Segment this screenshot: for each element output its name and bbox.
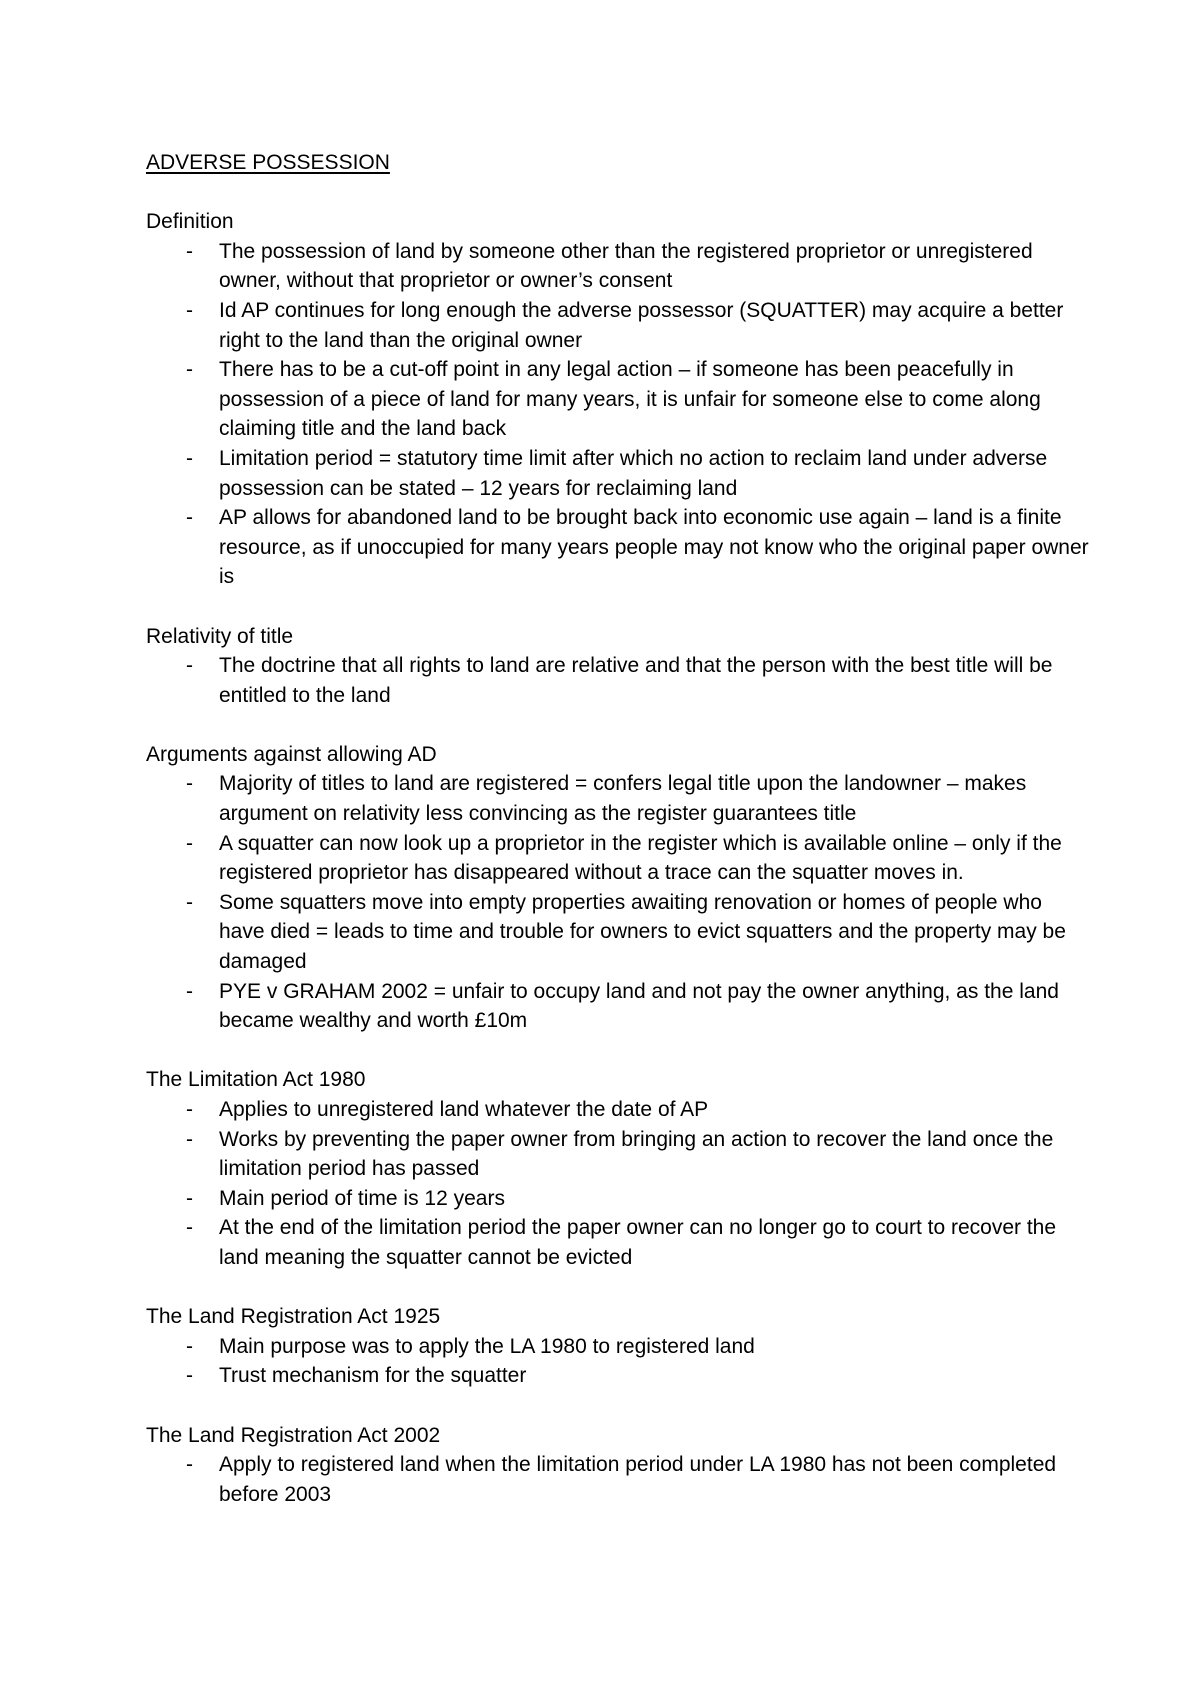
bullet-dash: - [186, 1127, 193, 1151]
list-item [146, 237, 1089, 296]
list-item-text: Applies to unregistered land whatever the date of AP [219, 1098, 709, 1121]
bullet-dash: - [186, 446, 193, 470]
document-title: ADVERSE POSSESSION [146, 151, 390, 174]
list-item [146, 355, 1089, 444]
list-item-text: There has to be a cut-off point in any legal action – if someone has been peacefully in possession of a piece of land for many years, it is unfair for someone else to come along claiming title and the land back [219, 358, 1041, 441]
bullet-list [146, 1332, 1086, 1391]
list-item [146, 829, 1089, 888]
section-relativity-of-title [146, 622, 1086, 711]
section-arguments-against [146, 740, 1086, 1036]
list-item [146, 296, 1089, 355]
list-item [146, 1332, 1089, 1362]
section-heading: The Land Registration Act 2002 [146, 1423, 441, 1447]
section-heading: Relativity of title [146, 624, 294, 648]
bullet-dash: - [186, 1453, 193, 1477]
bullet-dash: - [186, 979, 193, 1003]
section-heading: Definition [146, 210, 234, 234]
bullet-dash: - [186, 298, 193, 322]
bullet-dash: - [186, 239, 193, 263]
section-heading: The Land Registration Act 1925 [146, 1305, 441, 1329]
section-land-registration-act-2002 [146, 1421, 1086, 1510]
list-item-text: Majority of titles to land are registered = confers legal title upon the landowner – makes argument on relativity less convincing as the register guarantees title [219, 772, 1027, 826]
bullet-dash: - [186, 1364, 193, 1388]
list-item-text: Limitation period = statutory time limit after which no action to reclaim land under adverse possession can be stated – 12 years for reclaiming land [219, 446, 1048, 500]
section-land-registration-act-1925 [146, 1302, 1086, 1391]
list-item [146, 1095, 1089, 1125]
bullet-list [146, 651, 1086, 710]
section-heading: The Limitation Act 1980 [146, 1068, 366, 1092]
list-item [146, 769, 1089, 828]
list-item [146, 1184, 1089, 1214]
list-item [146, 1213, 1089, 1272]
list-item-text: Main purpose was to apply the LA 1980 to registered land [219, 1334, 755, 1358]
document-body [146, 148, 1089, 1539]
list-item [146, 1361, 1089, 1391]
list-item-text: The doctrine that all rights to land are relative and that the person with the best title will be entitled to the land [219, 654, 1053, 707]
list-item-text: A squatter can now look up a proprietor in the register which is available online – only if the registered proprietor has disappeared without a trace can the squatter moves in. [219, 831, 1062, 885]
list-item [146, 888, 1089, 977]
bullet-dash: - [186, 831, 193, 855]
section-definition [146, 207, 1089, 592]
bullet-list [146, 1095, 1086, 1273]
bullet-dash: - [186, 1098, 193, 1121]
list-item-text: Apply to registered land when the limitation period under LA 1980 has not been completed before 2003 [219, 1453, 1057, 1506]
bullet-dash: - [186, 1216, 193, 1240]
bullet-list [146, 237, 1089, 592]
list-item-text: Id AP continues for long enough the adverse possessor (SQUATTER) may acquire a better right to the land than the original owner [219, 298, 1064, 352]
bullet-dash: - [186, 1334, 193, 1358]
list-item [146, 503, 1089, 592]
bullet-dash: - [186, 772, 193, 796]
list-item-text: The possession of land by someone other than the registered proprietor or unregistered owner, without that proprietor or owner’s consent [219, 239, 1033, 293]
list-item [146, 977, 1089, 1036]
list-item [146, 651, 1089, 710]
section-limitation-act-1980 [146, 1065, 1086, 1272]
list-item-text: Trust mechanism for the squatter [219, 1364, 527, 1388]
bullet-dash: - [186, 1186, 193, 1210]
section-heading: Arguments against allowing AD [146, 742, 437, 766]
bullet-list [146, 1450, 1086, 1509]
list-item-text: Works by preventing the paper owner from bringing an action to recover the land once the limitation period has passed [219, 1127, 1054, 1181]
list-item-text: AP allows for abandoned land to be brought back into economic use again – land is a finite resource, as if unoccupied for many years people may not know who the original paper owner is [219, 506, 1089, 589]
bullet-dash: - [186, 358, 193, 382]
list-item-text: PYE v GRAHAM 2002 = unfair to occupy land and not pay the owner anything, as the land became wealthy and worth £10m [219, 979, 1059, 1033]
bullet-dash: - [186, 890, 193, 914]
bullet-dash: - [186, 506, 193, 530]
list-item [146, 444, 1089, 503]
list-item-text: Main period of time is 12 years [219, 1186, 505, 1210]
bullet-list [146, 769, 1086, 1035]
list-item-text: At the end of the limitation period the paper owner can no longer go to court to recover the land meaning the squatter cannot be evicted [219, 1216, 1057, 1269]
list-item [146, 1125, 1089, 1184]
bullet-dash: - [186, 654, 193, 678]
list-item [146, 1450, 1089, 1509]
list-item-text: Some squatters move into empty properties awaiting renovation or homes of people who have died = leads to time and trouble for owners to evict squatters and the property may be damaged [219, 890, 1066, 974]
